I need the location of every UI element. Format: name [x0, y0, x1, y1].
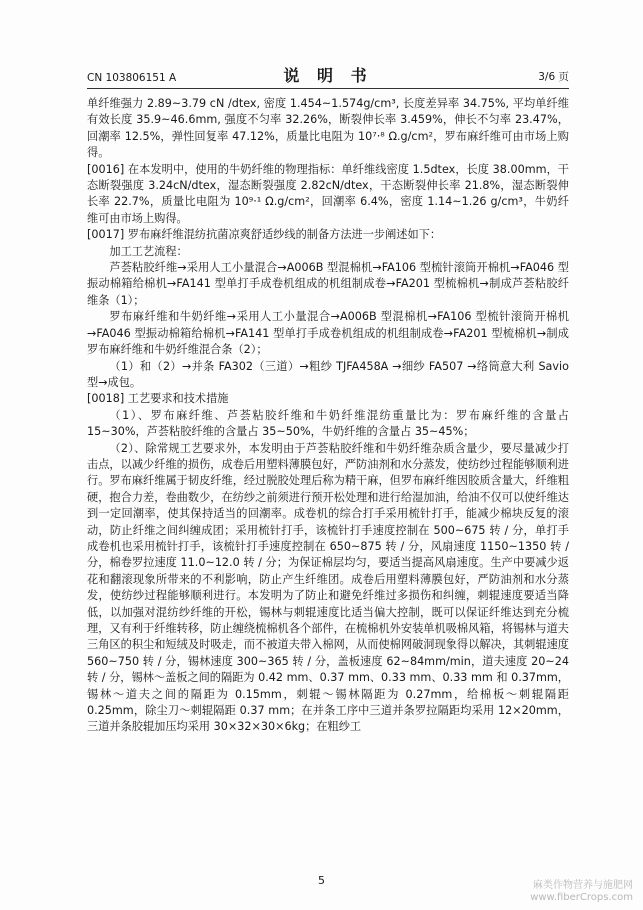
process-flow-2: 罗布麻纤维和牛奶纤维→采用人工小量混合→A006B 型混棉机→FA106 型梳针滚筒开棉机→FA046 型振动棉箱给棉机→FA141 型单打手成卷机组成的机组制成卷→FA201 型梳棉机→制成罗布麻纤维和牛奶纤维混合条（2）； — [87, 310, 569, 357]
process-flow-heading: 加工工艺流程： — [109, 244, 188, 258]
watermark — [530, 880, 633, 904]
page-indicator: 3/6 页 — [538, 71, 569, 83]
page-number: 5 — [318, 874, 325, 887]
patent-number: CN 103806151 A — [87, 72, 177, 84]
page-header — [87, 66, 569, 89]
watermark-line2: www.fiberCrops.com — [530, 892, 633, 903]
process-flow-1: 芦荟粘胶纤维→采用人工小量混合→A006B 型混棉机→FA106 型梳针滚筒开棉机→FA046 型振动棉箱给棉机→FA141 型单打手成卷机组成的机组制成卷→FA201 型梳棉机→制成芦荟粘胶纤维条（1）； — [87, 261, 569, 307]
process-flow-3: （1）和（2）→并条 FA302（三道）→粗纱 TJFA458A →细纱 FA507 →络筒意大利 Savio 型→成包。 — [87, 359, 569, 389]
paragraph-0016: [0016] 在本发明中，使用的牛奶纤维的物理指标：单纤维线密度 1.5dtex，长度 38.00mm，干态断裂强度 3.24cN/dtex，湿态断裂强度 2.82cN/dtex，干态断裂伸长率 21.8%，湿态断裂伸长率 22.7%，质量比电阻为 10⁹·¹ Ω.g/cm²，回潮率 6.4%，密度 1.14~1.26 g/cm³，牛奶纤维可由市场上购得。 — [87, 162, 569, 225]
document-title: 说 明 书 — [283, 66, 373, 85]
paragraph-fiber-specs: 单纤维强力 2.89~3.79 cN /dtex, 密度 1.454~1.574g/cm³, 长度差异率 34.75%, 平均单纤维有效长度 35.9~46.6mm, 强度不匀率 32.26%，断裂伸长率 3.459%，伸长不匀率 23.47%，回潮率 12.5%，弹性回复率 47.12%，质量比电阻为 10⁷·⁸ Ω.g/cm²，罗布麻纤维可由市场上购得。 — [87, 97, 569, 160]
paragraph-0018: [0018] 工艺要求和技术措施 — [87, 392, 229, 406]
requirement-2: （2）、除常规工艺要求外，本发明由于芦荟粘胶纤维和牛奶纤维杂质含量少，要尽量减少打击点，以减少纤维的损伤，成卷后用塑料薄膜包好，严防油剂和水分蒸发，使纺纱过程能够顺利进行。罗布麻纤维属于韧皮纤维，经过脱胶处理后称为精干麻，但罗布麻纤维因胶质含量大，纤维粗硬，抱合力差，卷曲数少，在纺纱之前须进行预开松处理和进行给湿加油，给油不仅可以使纤维达到一定回潮率，使其保持适当的回潮率。成卷机的综合打手采用梳针打手，能减少棉块反复的滚动，防止纤维之间纠缠成团；采用梳针打手，该梳针打手速度控制在 500~675 转 / 分，单打手成卷机也采用梳针打手，该梳针打手速度控制在 650~875 转 / 分，风扇速度 1150~1350 转 / 分，棉卷罗拉速度 11.0~12.0 转 / 分；为保证棉层均匀，要适当提高风扇速度。生产中要减少返花和翻滚现象所带来的不利影响，防止产生纤维团。成卷后用塑料薄膜包好，严防油剂和水分蒸发，使纺纱过程能够顺利进行。本发明为了防止和避免纤维过多损伤和纠缠，刺辊速度要适当降低，以加强对混纺纱纤维的开松，锡林与刺辊速度比适当偏大控制，既可以保证纤维达到充分梳理，又有利于纤维转移，防止缠绕梳棉机各个部件，在梳棉机外安装单机吸棉风箱，将锡林与道夫三角区的积尘和短绒及时吸走，而不被道夫带入棉网，从而使棉网破洞现象得以解决，其刺辊速度 560~750 转 / 分，锡林速度 300~365 转 / 分，盖板速度 62~84mm/min，道夫速度 20~24 转 / 分，锡林～盖板之间的隔距为 0.42 mm、0.37 mm、0.33 mm、0.33 mm 和 0.37mm，锡林～道夫之间的隔距为 0.15mm，刺辊～锡林隔距为 0.27mm，给棉板～刺辊隔距 0.25mm，除尘刀～刺辊隔距 0.37 mm；在并条工序中三道并条罗拉隔距均采用 12×20mm，三道并条胶辊加压均采用 30×32×30×6kg；在粗纱工 — [87, 441, 569, 734]
watermark-line1: 麻类作物营养与施肥网 — [533, 880, 633, 891]
document-body — [87, 96, 569, 736]
paragraph-0017: [0017] 罗布麻纤维混纺抗菌凉爽舒适纱线的制备方法进一步阐述如下： — [87, 228, 442, 242]
requirement-1: （1）、罗布麻纤维、芦荟粘胶纤维和牛奶纤维混纺重量比为：罗布麻纤维的含量占 15~30%，芦荟粘胶纤维的含量占 35~50%，牛奶纤维的含量占 35~45%； — [87, 408, 569, 439]
